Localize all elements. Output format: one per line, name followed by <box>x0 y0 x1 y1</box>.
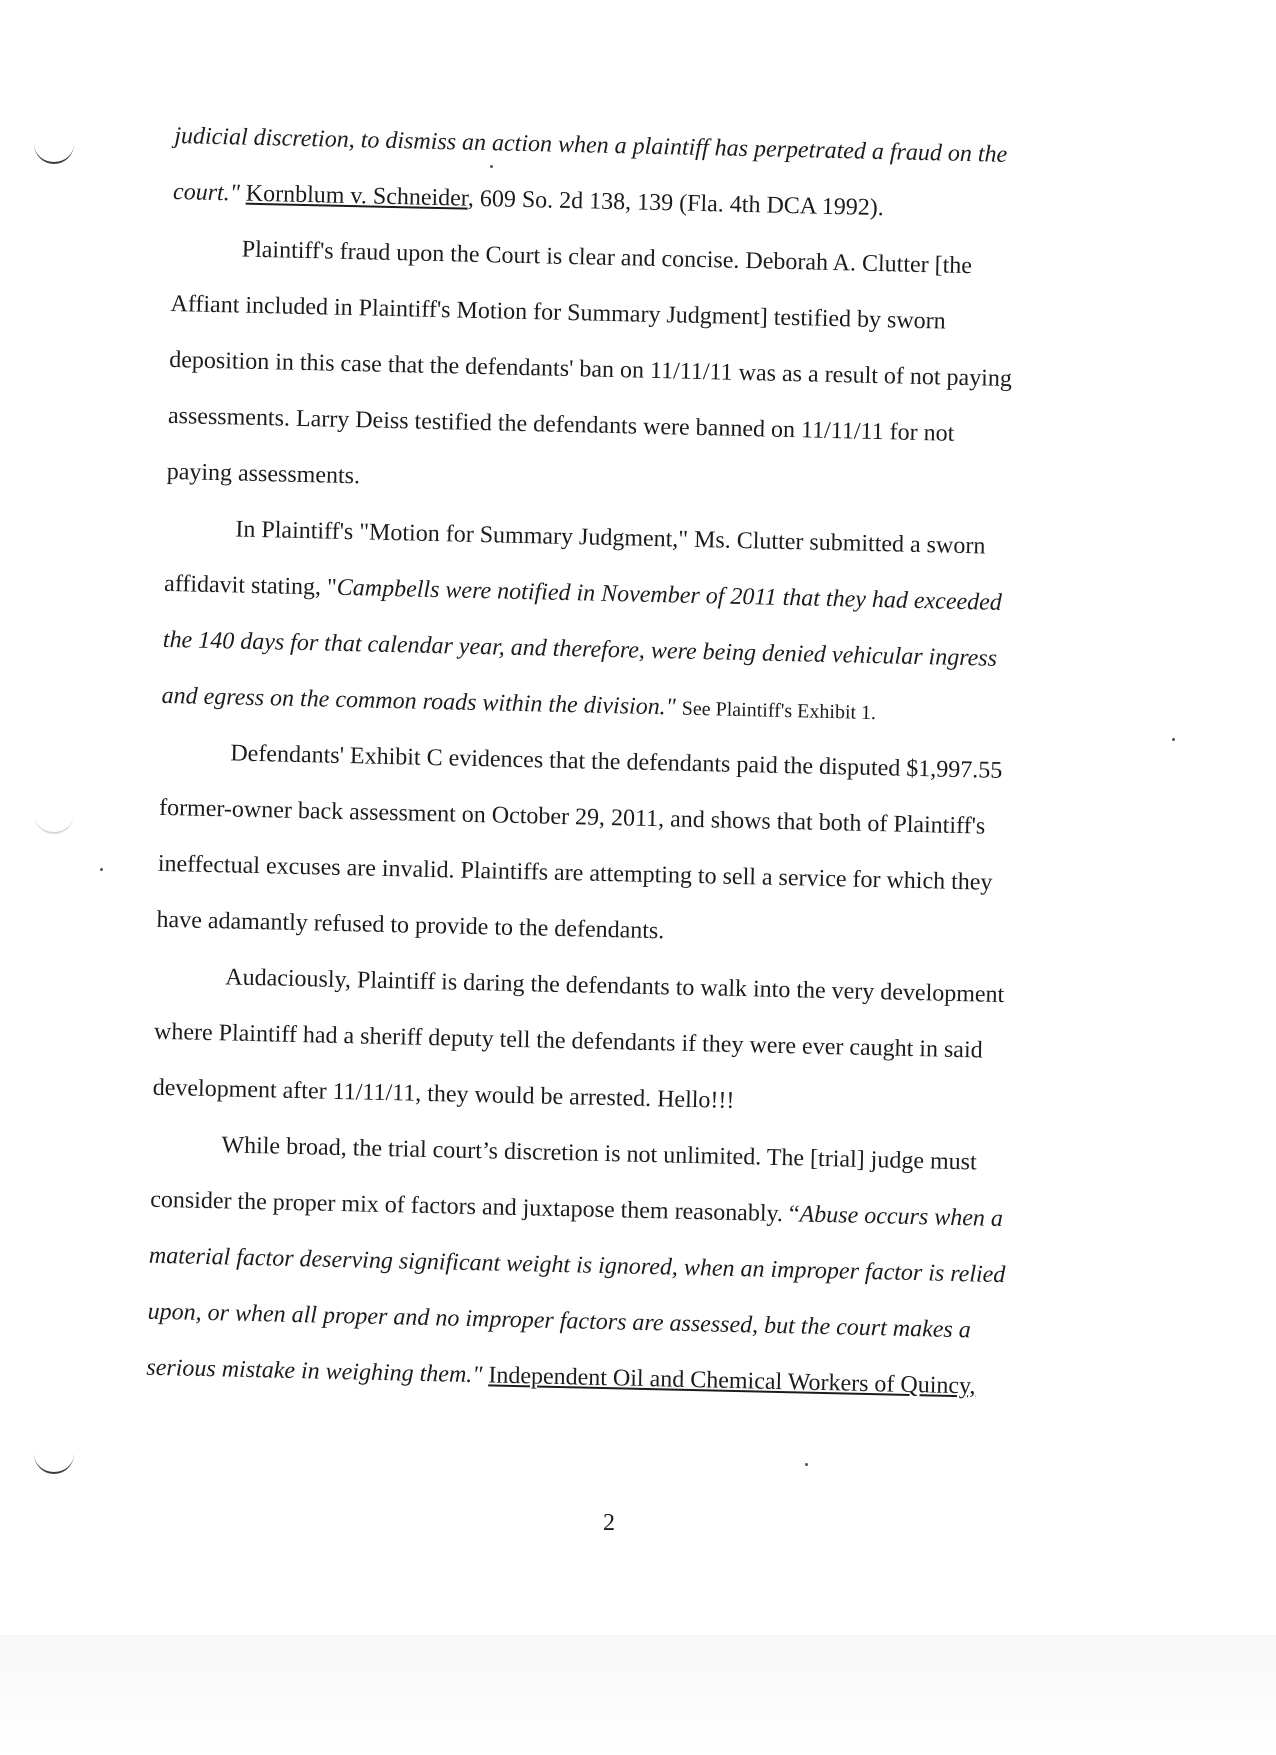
text-segment: where Plaintiff had a sheriff deputy tell the defendants if they were ever caught in said <box>153 1018 983 1064</box>
text-segment: deposition in this case that the defendants' ban on 11/11/11 was as a result of not paying <box>168 346 1013 393</box>
text-segment: consider the proper mix of factors and juxtapose them reasonably. “ <box>149 1186 800 1228</box>
text-segment: Campbells were notified in November of 2011 that they had exceeded <box>336 574 1003 616</box>
text-segment: Audaciously, Plaintiff is daring the defendants to walk into the very development <box>224 964 1005 1009</box>
text-segment: serious mistake in weighing them." <box>146 1354 489 1389</box>
document-body <box>146 108 1075 1416</box>
text-segment: development after 11/11/11, they would be arrested. Hello!!! <box>152 1074 735 1114</box>
scan-bottom-edge <box>0 1635 1276 1755</box>
text-segment: upon, or when all proper and no improper factors are assessed, but the court makes a <box>147 1298 972 1344</box>
scan-speck <box>805 1463 808 1466</box>
punch-hole-top <box>34 140 74 164</box>
case-citation: Kornblum v. Schneider <box>245 180 469 212</box>
text-segment: the 140 days for that calendar year, and therefore, were being denied vehicular ingress <box>162 626 998 672</box>
text-segment: judicial discretion, to dismiss an action when a plaintiff has perpetrated a fraud on the <box>174 122 1008 168</box>
text-segment: former-owner back assessment on October 29, 2011, and shows that both of Plaintiff's <box>158 794 986 840</box>
text-segment: court." <box>172 178 247 207</box>
text-segment: affidavit stating, " <box>163 570 338 601</box>
text-segment: Abuse occurs when a <box>799 1201 1004 1233</box>
punch-hole-bottom <box>34 1450 74 1474</box>
text-segment: material factor deserving significant weight is ignored, when an improper factor is relied <box>148 1242 1006 1289</box>
text-segment: have adamantly refused to provide to the defendants. <box>156 906 665 945</box>
scan-speck <box>1172 738 1175 741</box>
text-segment: Affiant included in Plaintiff's Motion for Summary Judgment] testified by sworn <box>170 290 947 335</box>
text-segment: In Plaintiff's "Motion for Summary Judgment," Ms. Clutter submitted a sworn <box>235 516 986 560</box>
text-segment: and egress on the common roads within the division." <box>161 682 683 721</box>
page-number: 2 <box>603 1510 615 1536</box>
text-segment: assessments. Larry Deiss testified the defendants were banned on 11/11/11 for not <box>167 402 955 447</box>
punch-hole-middle <box>34 810 74 834</box>
scan-speck <box>100 868 103 871</box>
text-segment: paying assessments. <box>166 458 361 490</box>
text-segment: While broad, the trial court’s discretion is not unlimited. The [trial] judge must <box>221 1132 977 1176</box>
text-segment: Plaintiff's fraud upon the Court is clear and concise. Deborah A. Clutter [the <box>241 236 973 280</box>
text-segment: See Plaintiff's Exhibit 1. <box>681 697 877 725</box>
text-segment: , 609 So. 2d 138, 139 (Fla. 4th DCA 1992). <box>467 185 885 222</box>
text-segment: ineffectual excuses are invalid. Plaintiffs are attempting to sell a service for which they <box>157 850 993 896</box>
case-citation: Independent Oil and Chemical Workers of Quincy, <box>488 1362 976 1400</box>
text-segment: Defendants' Exhibit C evidences that the defendants paid the disputed $1,997.55 <box>230 740 1003 784</box>
